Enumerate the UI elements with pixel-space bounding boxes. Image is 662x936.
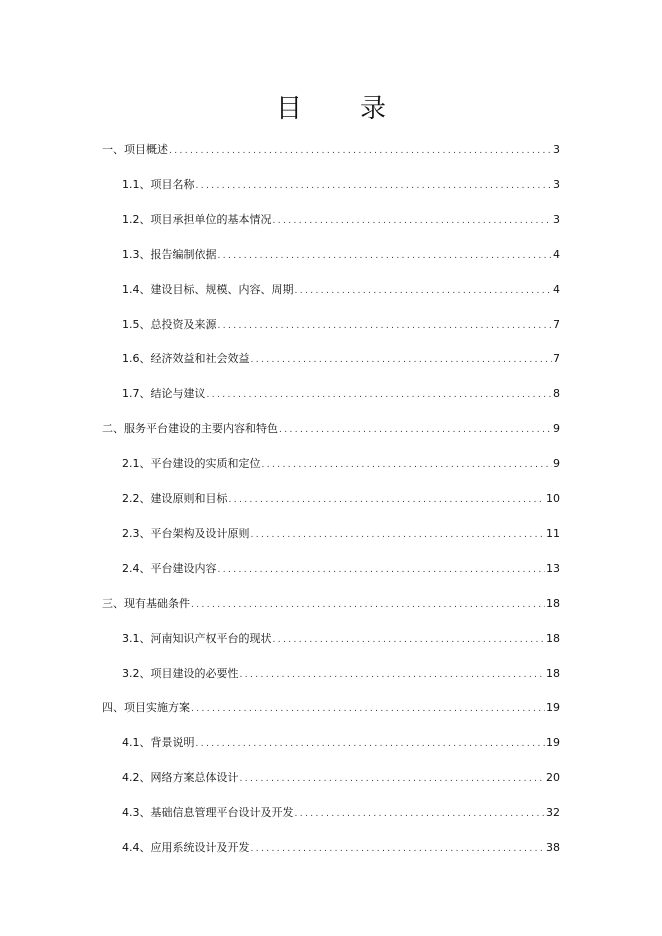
toc-entry[interactable] [0,349,662,369]
toc-entry-page-number: 20 [546,771,560,785]
toc-dot-leader [251,350,553,370]
toc-dot-leader [191,595,545,615]
toc-entry-page-number: 32 [546,806,560,820]
toc-entry-title: 2.1、平台建设的实质和定位 [122,457,261,471]
toc-entry-title: 4.2、网络方案总体设计 [122,771,239,785]
toc-entry-title: 3.2、项目建设的必要性 [122,666,239,680]
toc-dot-leader [218,316,553,336]
toc-dot-leader [207,385,553,405]
toc-entry-title: 1.1、项目名称 [122,177,195,191]
toc-entry[interactable] [0,315,662,335]
toc-dot-leader [273,211,553,231]
toc-entry[interactable] [0,454,662,474]
toc-entry-title: 四、项目实施方案 [102,701,190,715]
toc-entry[interactable] [0,384,662,404]
toc-entry-page-number: 10 [546,492,560,505]
toc-entry-page-number: 4 [553,282,560,296]
toc-entry[interactable] [0,419,662,439]
toc-entry-page-number: 7 [553,317,560,331]
toc-entry-title: 三、现有基础条件 [102,596,190,610]
toc-title-char-2: 录 [360,94,387,124]
toc-dot-leader [196,176,553,196]
toc-entry[interactable] [0,559,662,579]
toc-entry-page-number: 19 [546,736,560,750]
toc-dot-leader [218,560,546,580]
toc-entry-title: 1.7、结论与建议 [122,387,206,401]
toc-entry-page-number: 13 [546,561,560,575]
toc-entry[interactable] [0,280,662,300]
toc-title [0,88,662,125]
toc-entry-title: 一、项目概述 [102,143,168,156]
toc-entry[interactable] [0,629,662,649]
toc-entry-page-number: 18 [546,596,560,610]
toc-dot-leader [240,769,546,789]
toc-entry-page-number: 18 [546,631,560,645]
toc-dot-leader [279,420,552,440]
toc-entry[interactable] [0,489,662,509]
toc-entry-title: 2.4、平台建设内容 [122,561,217,575]
toc-entry[interactable] [0,140,662,160]
toc-entry-title: 3.1、河南知识产权平台的现状 [122,631,272,645]
toc-entry-page-number: 9 [553,422,560,436]
toc-entry-page-number: 19 [546,701,560,715]
toc-entry-page-number: 9 [553,457,560,471]
toc-entry-page-number: 38 [546,841,560,854]
toc-dot-leader [295,281,553,301]
toc-entry-page-number: 4 [553,247,560,261]
toc-entry-page-number: 18 [546,666,560,680]
toc-entry-page-number: 11 [546,526,560,540]
toc-title-char-1: 目 [275,94,302,124]
toc-entry[interactable] [0,768,662,788]
toc-entry-page-number: 3 [553,212,560,226]
toc-dot-leader [273,630,546,650]
toc-entry-title: 2.3、平台架构及设计原则 [122,526,250,540]
toc-entry-title: 4.3、基础信息管理平台设计及开发 [122,806,294,820]
toc-dot-leader [196,734,546,754]
toc-dot-leader [169,141,552,161]
toc-entry-title: 4.4、应用系统设计及开发 [122,841,250,854]
toc-entry-title: 1.3、报告编制依据 [122,247,217,261]
toc-entry[interactable] [0,594,662,614]
toc-dot-leader [251,839,546,859]
toc-entry-title: 2.2、建设原则和目标 [122,492,228,505]
toc-entry[interactable] [0,664,662,684]
toc-entry-title: 1.5、总投资及来源 [122,317,217,331]
toc-dot-leader [251,525,546,545]
toc-entry-page-number: 7 [553,352,560,366]
toc-dot-leader [262,455,553,475]
toc-entry-title: 1.6、经济效益和社会效益 [122,352,250,366]
toc-entry-page-number: 8 [553,387,560,401]
toc-entry[interactable] [0,524,662,544]
toc-dot-leader [191,699,545,719]
toc-entry[interactable] [0,838,662,858]
toc-entry[interactable] [0,245,662,265]
toc-entry-title: 1.4、建设目标、规模、内容、周期 [122,282,294,296]
toc-entry-title: 4.1、背景说明 [122,736,195,750]
toc-entry[interactable] [0,733,662,753]
toc-dot-leader [240,665,546,685]
toc-entry[interactable] [0,698,662,718]
toc-dot-leader [218,246,553,266]
toc-entry[interactable] [0,210,662,230]
toc-entry-page-number: 3 [553,177,560,191]
toc-entry-page-number: 3 [553,143,560,156]
toc-entry[interactable] [0,803,662,823]
toc-entry-title: 1.2、项目承担单位的基本情况 [122,212,272,226]
toc-entry[interactable] [0,175,662,195]
toc-dot-leader [295,804,546,824]
toc-dot-leader [229,490,546,510]
toc-entry-title: 二、服务平台建设的主要内容和特色 [102,422,278,436]
